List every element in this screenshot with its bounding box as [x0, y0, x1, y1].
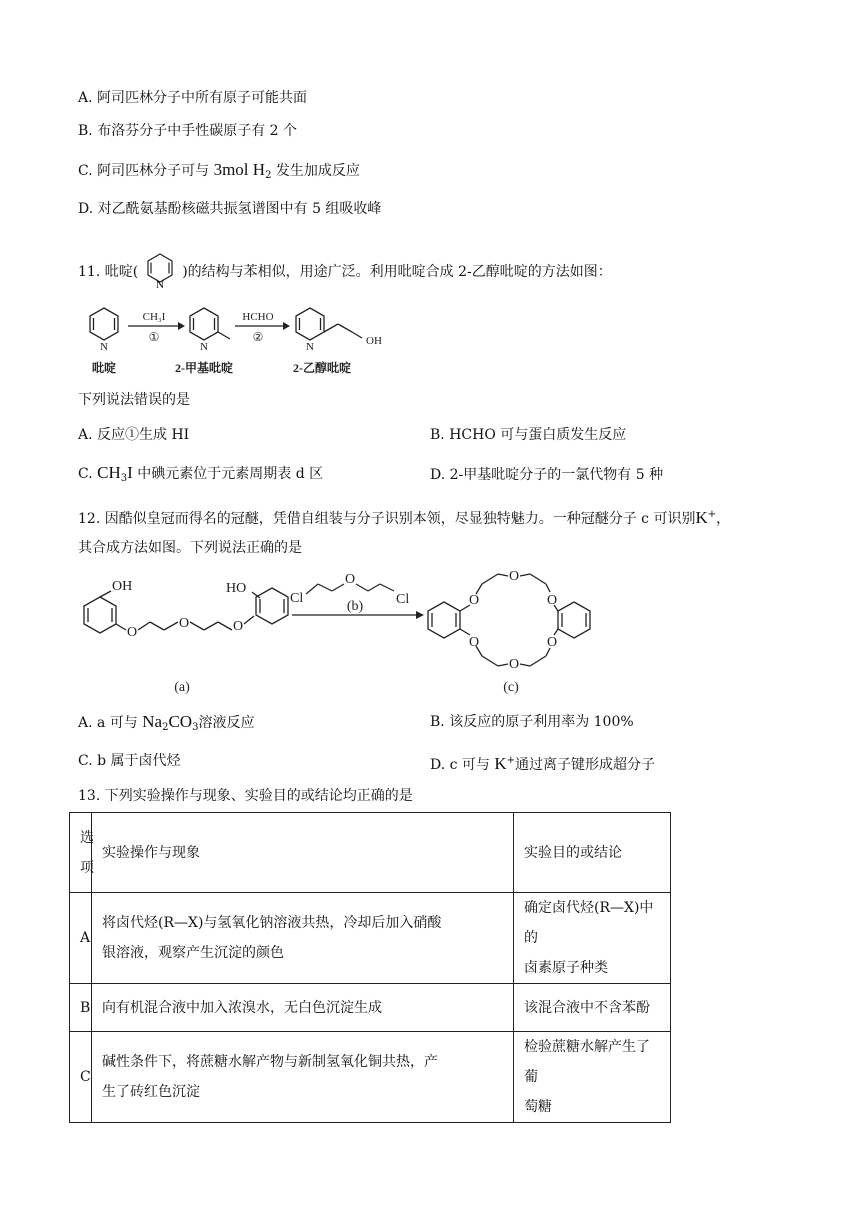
formula: CH — [97, 463, 121, 482]
o-label: O — [232, 619, 244, 634]
question-11-prompt: 下列说法错误的是 — [78, 392, 190, 408]
question-13-stem: 13. 下列实验操作与现象、实验目的或结论均正确的是 — [78, 788, 413, 804]
o-label: O — [508, 657, 520, 672]
reagent-b-label: (b) — [346, 599, 364, 614]
row-conclusion: 该混合液中不含苯酚 — [514, 984, 671, 1032]
option-11b: B. HCHO 可与蛋白质发生反应 — [430, 427, 627, 443]
o-label: O — [344, 572, 356, 587]
option-10d: D. 对乙酰氨基酚核磁共振氢谱图中有 5 组吸收峰 — [78, 201, 382, 217]
header-option — [70, 813, 92, 893]
reagent-2: HCHO — [242, 311, 274, 323]
formula: Na — [142, 712, 163, 731]
formula: 3mol H — [213, 160, 266, 179]
header-text: 项 — [80, 859, 94, 876]
step-2-label: ② — [252, 330, 264, 344]
o-label: O — [178, 616, 190, 631]
o-label: O — [546, 635, 558, 650]
pyridine-structure — [90, 308, 118, 340]
formula: CO — [168, 712, 193, 731]
subscript: 3 — [120, 473, 128, 484]
subscript: 2 — [265, 170, 272, 181]
reagent-1: CH₃I — [142, 311, 166, 323]
header-operation: 实验操作与现象 — [92, 813, 514, 893]
cl-label: Cl — [396, 592, 410, 607]
pyridine-ring-icon — [138, 250, 182, 290]
oh-label: OH — [112, 579, 133, 594]
question-12-line2: 其合成方法如图。下列说法正确的是 — [78, 540, 302, 556]
option-text: C. — [78, 466, 93, 482]
row-conclusion — [514, 893, 671, 984]
table-header-row — [70, 813, 671, 893]
pyridine-synthesis-scheme — [78, 298, 398, 380]
o-label: O — [468, 593, 480, 608]
o-label: O — [546, 593, 558, 608]
stem-text: 12. 因酷似皇冠而得名的冠醚，凭借自组装与分子识别本领，尽显独特魅力。一种冠醚分子 c 可识别 — [78, 511, 696, 527]
row-key: B — [70, 984, 92, 1032]
row-operation — [92, 893, 514, 984]
crown-ether-synthesis-scheme — [78, 560, 618, 700]
option-11a: A. 反应①生成 HI — [78, 427, 190, 443]
ho-label: HO — [226, 581, 247, 596]
header-conclusion: 实验目的或结论 — [514, 813, 671, 893]
option-11d: D. 2-甲基吡啶分子的一氯代物有 5 种 — [430, 467, 664, 483]
cell-line: 银溶液，观察产生沉淀的颜色 — [102, 945, 284, 961]
o-label: O — [508, 569, 520, 584]
label-a: (a) — [174, 680, 190, 695]
cell-line: 卤素原子种类 — [524, 960, 608, 976]
option-12d — [430, 751, 655, 775]
ring-n-label: N — [156, 279, 165, 290]
option-10c — [78, 160, 360, 186]
cell-line: 生了砖红色沉淀 — [102, 1084, 200, 1100]
subscript: 2 — [162, 722, 169, 733]
n-label: N — [200, 341, 208, 353]
row-key: A — [70, 893, 92, 984]
pyridineethanol-structure — [296, 308, 362, 340]
oh-label: OH — [366, 335, 382, 347]
n-label: N — [306, 341, 314, 353]
option-text: 通过离子键形成超分子 — [515, 757, 656, 773]
option-10b: B. 布洛芬分子中手性碳原子有 2 个 — [78, 123, 297, 139]
potassium-ion: K — [494, 754, 507, 773]
row-key: C — [70, 1032, 92, 1123]
option-12a — [78, 712, 254, 738]
experiment-table — [69, 812, 671, 1123]
table-row — [70, 984, 671, 1032]
header-text: 选 — [80, 829, 94, 846]
row-conclusion — [514, 1032, 671, 1123]
compound-name: 吡啶 — [91, 361, 117, 375]
cell-line: 检验蔗糖水解产生了葡 — [524, 1039, 650, 1085]
step-1-label: ① — [148, 330, 160, 344]
option-12c: C. b 属于卤代烃 — [78, 753, 181, 769]
option-text: 发生加成反应 — [275, 163, 360, 179]
cl-label: Cl — [290, 591, 304, 606]
methylpyridine-structure — [190, 308, 230, 340]
question-12-line1 — [78, 505, 730, 529]
option-text: C. 阿司匹林分子可与 — [78, 163, 210, 179]
option-11c — [78, 463, 323, 489]
cell-line: 碱性条件下，将蔗糖水解产物与新制氢氧化铜共热，产 — [102, 1054, 438, 1070]
compound-name: 2-甲基吡啶 — [175, 361, 233, 375]
crown-ether-c-structure — [428, 574, 590, 666]
cell-line: 将卤代烃(R—X)与氢氧化钠溶液共热，冷却后加入硝酸 — [102, 915, 442, 931]
option-text: 中碘元素位于元素周期表 d 区 — [137, 466, 324, 482]
cell-line: 萄糖 — [524, 1099, 552, 1115]
o-label: O — [468, 635, 480, 650]
table-row — [70, 893, 671, 984]
option-text: D. c 可与 — [430, 757, 490, 773]
subscript: 3 — [192, 722, 199, 733]
n-label: N — [100, 341, 108, 353]
charge: + — [506, 755, 516, 766]
compound-name: 2-乙醇吡啶 — [293, 361, 351, 375]
row-operation: 向有机混合液中加入浓溴水，无白色沉淀生成 — [92, 984, 514, 1032]
cell-line: 确定卤代烃(R—X)中的 — [524, 900, 654, 946]
option-12b: B. 该反应的原子利用率为 100% — [430, 714, 634, 730]
charge: + — [707, 509, 717, 520]
option-10a: A. 阿司匹林分子中所有原子可能共面 — [78, 90, 308, 106]
potassium-ion: K — [695, 508, 708, 527]
formula: I — [127, 463, 133, 482]
label-c: (c) — [503, 680, 519, 695]
option-text: 溶液反应 — [198, 715, 255, 731]
option-text: A. a 可与 — [78, 715, 138, 731]
table-row — [70, 1032, 671, 1123]
question-11-stem — [78, 250, 612, 290]
stem-text: ， — [716, 511, 731, 527]
o-label: O — [126, 625, 138, 640]
stem-text: )的结构与苯相似，用途广泛。利用吡啶合成 2-乙醇吡啶的方法如图： — [182, 264, 612, 280]
row-operation — [92, 1032, 514, 1123]
stem-text: 11. 吡啶( — [78, 264, 139, 280]
